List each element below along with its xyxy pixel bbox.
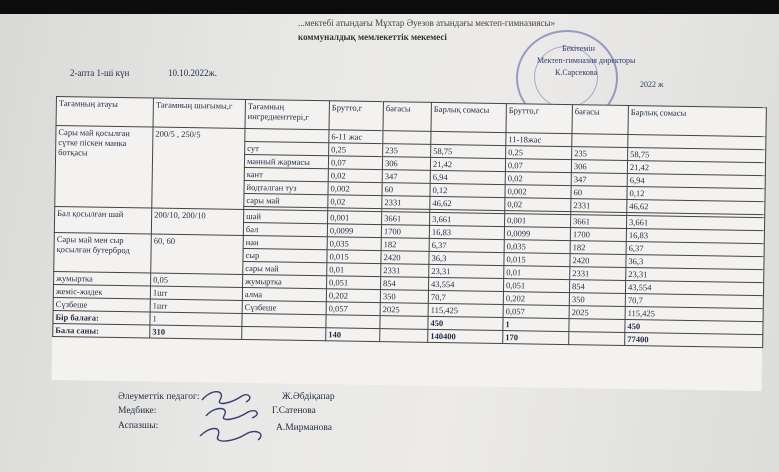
col-brutto-2: Брутто,г — [506, 104, 572, 134]
col-dish: Тағамның атауы — [56, 97, 153, 128]
school-name-line: ...мектебі атындағы Мұхтар Әуезов атындағы мектеп-гимназиясы» — [298, 18, 555, 28]
col-brutto-1: Брутто,г — [329, 101, 383, 131]
approval-year: 2022 ж — [640, 80, 664, 89]
col-total-1: Барлық сомасы — [431, 102, 506, 132]
table-row: сары май 0,01 2331 23,31 0,01 2331 23,31 — [54, 258, 764, 282]
cook-name: А.Мирманова — [276, 423, 332, 433]
table-row: жеміс-жидек 1шт алма 0,202 350 70,7 0,202 350 70,7 — [53, 284, 763, 308]
col-output: Тағамның шығымы,г — [153, 98, 245, 128]
table-row: бал 0,0099 1700 16,83 0,0099 1700 16,83 — [54, 219, 764, 243]
table-row: сыр 0,015 2420 36,3 0,015 2420 36,3 — [54, 245, 764, 269]
table-row: Бал қосылған шай 200/10, 200/10 шай 0,001 3661 3,661 0,001 3661 3,661 — [55, 206, 765, 230]
menu-table — [52, 96, 767, 348]
table-row: манный жармасы 0,07 306 21,42 0,07 306 21,42 — [55, 152, 765, 176]
dish-name: Сары май мен сыр қосылған бутерброд — [54, 232, 152, 273]
col-price-2: бағасы — [572, 105, 628, 135]
document-page — [0, 14, 779, 472]
table-row: сары май 0,02 2331 46,62 0,02 2331 46,62 — [55, 190, 765, 214]
social-pedagogue-name: Ж.Әбдіқапар — [282, 392, 335, 402]
col-total-2: Барлық сомасы — [628, 105, 766, 136]
signature-scribbles — [196, 386, 276, 448]
col-ingredients: Тағамның ингредиенттері,г — [245, 99, 329, 129]
menu-date: 10.10.2022ж. — [168, 68, 217, 78]
nurse-role: Медбике: — [118, 406, 157, 416]
institution-type-line: коммуналдық мемлекеттік мекемесі — [298, 32, 447, 42]
social-pedagogue-role: Әлеуметтік педагог: — [118, 392, 200, 402]
table-row: сут 0,25 235 58,75 0,25 235 58,75 — [56, 139, 766, 163]
table-row: кант 0,02 347 6,94 0,02 347 6,94 — [55, 164, 765, 188]
dish-name: Бал қосылған шай — [54, 206, 151, 234]
week-day-label: 2-апта 1-ші күн — [70, 68, 130, 78]
dish-name: Сары май қосылған сүтке піскен манка ботқасы — [55, 126, 153, 209]
age-group-2: 11-18жас — [506, 133, 572, 147]
top-black-bar — [0, 0, 779, 14]
per-child-row: Бір балаға: 1 450 1 450 — [53, 310, 763, 334]
cook-role: Аспазшы: — [118, 421, 159, 431]
director-name: К.Сарсекова — [555, 68, 598, 77]
dish-output: 200/5 , 250/5 — [152, 127, 245, 209]
table-row: Сүзбеше 1шт Сүзбеше 0,057 2025 115,425 0,057 2025 115,425 — [53, 297, 763, 321]
dish-output: 60, 60 — [151, 234, 244, 274]
director-title: Мектеп-гимназия директоры — [537, 56, 636, 65]
dish-output: 200/10, 200/10 — [151, 208, 243, 235]
approval-label: Бекітемін — [562, 44, 595, 53]
table-row: Сары май мен сыр қосылған бутерброд 60, 60 нан 0,035 182 6,37 0,035 182 6,37 — [54, 232, 764, 256]
age-group-1: 6-11 жас — [329, 130, 383, 144]
col-price-1: бағасы — [383, 102, 431, 132]
table-row: жумыртка 0,05 жумыртка 0,051 854 43,554 0,051 854 43,554 — [54, 271, 764, 295]
menu-sheet — [52, 96, 766, 391]
children-count-row: Бала саны: 310 140 140400 170 77400 — [53, 323, 763, 347]
nurse-name: Г.Сатенова — [272, 406, 316, 416]
table-row: йодталган туз 0,002 60 0,12 0,002 60 0,12 — [55, 177, 765, 201]
